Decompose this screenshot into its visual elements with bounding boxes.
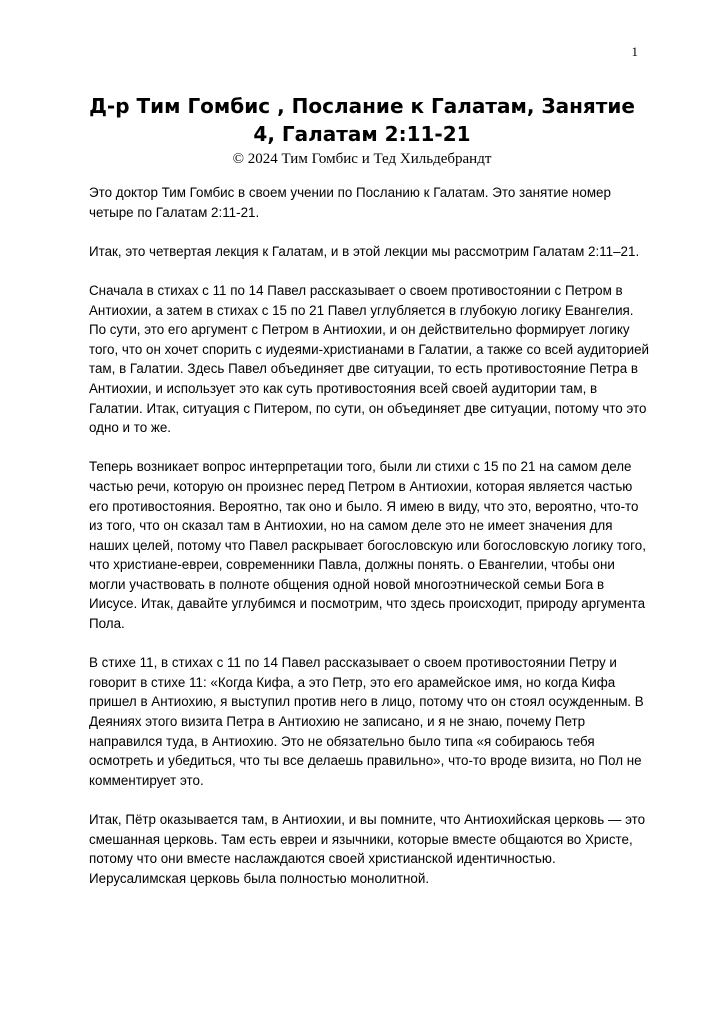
paragraph: В стихе 11, в стихах с 11 по 14 Павел рассказывает о своем противостоянии Петру и говорит в стихе 11: «Когда Кифа, а это Петр, это его арамейское имя, но когда Кифа пришел в Антиохию, я выступил против него в лицо, потому что он стоял осужденным. В Деяниях этого визита Петра в Антиохию не записано, и я не знаю, почему Петр направился туда, в Антиохию. Это не обязательно было типа «я собираюсь тебя осмотреть и убедиться, что ты все делаешь правильно», что-то вроде визита, но Пол не комментирует это. (89, 655, 644, 788)
document-title: Д-р Тим Гомбис , Послание к Галатам, Занятие 4, Галатам 2:11-21 (89, 94, 635, 146)
copyright-line: © 2024 Тим Гомбис и Тед Хильдебрандт (232, 151, 492, 167)
paragraph: Теперь возникает вопрос интерпретации того, были ли стихи с 15 по 21 на самом деле частью речи, которую он произнес перед Петром в Антиохии, которая является частью его противостояния. Вероятно, так оно и было. Я имею в виду, что это, вероятно, что-то из того, что он сказал там в Антиохии, но на самом деле это не имеет значения для наших целей, потому что Павел раскрывает богословскую или богословскую логику того, что христиане-евреи, современники Павла, должны понять. о Евангелии, чтобы они могли участвовать в полноте общения одной новой многоэтнической семьи Бога в Иисусе. Итак, давайте углубимся и посмотрим, что здесь происходит, природу аргумента Пола. (89, 459, 646, 632)
paragraph: Итак, Пётр оказывается там, в Антиохии, и вы помните, что Антиохийская церковь — это смешанная церковь. Там есть евреи и язычники, которые вместе общаются во Христе, потому что они вместе наслаждаются своей христианской идентичностью. Иерусалимская церковь была полностью монолитной. (89, 812, 646, 886)
paragraph: Это доктор Тим Гомбис в своем учении по Посланию к Галатам. Это занятие номер четыре по Галатам 2:11-21. (89, 185, 611, 220)
paragraph: Итак, это четвертая лекция к Галатам, и в этой лекции мы рассмотрим Галатам 2:11–21. (89, 243, 640, 259)
page-number: 1 (631, 44, 638, 59)
document-body (89, 183, 649, 908)
paragraph: Сначала в стихах с 11 по 14 Павел рассказывает о своем противостоянии с Петром в Антиохии, а затем в стихах с 15 по 21 Павел углубляется в глубокую логику Евангелия. По сути, это его аргумент с Петром в Антиохии, и он действительно формирует логику того, что он хочет спорить с иудеями-христианами в Галатии, а также со всей аудиторией там, в Галатии. Здесь Павел объединяет две ситуации, то есть противостояние Петра в Антиохии, и использует это как суть противостояния всей своей аудитории там, в Галатии. Итак, ситуация с Питером, по сути, он объединяет две ситуации, потому что это одно и то же. (89, 282, 650, 436)
